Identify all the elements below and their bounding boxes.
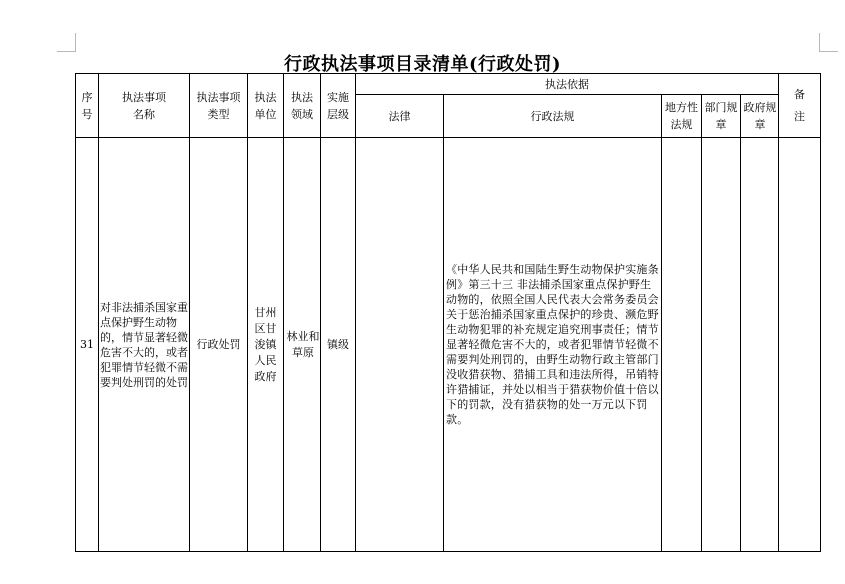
header-remark: 备注	[779, 74, 821, 138]
header-dept-rule: 部门规章	[702, 95, 741, 138]
cell-level: 镇级	[321, 138, 356, 552]
header-law: 法律	[356, 95, 444, 138]
header-unit: 执法单位	[248, 74, 284, 138]
header-item-name: 执法事项名称	[99, 74, 190, 138]
header-local-regulation: 地方性法规	[662, 95, 702, 138]
document-title: 行政执法事项目录清单(行政处罚)	[283, 54, 562, 75]
cell-local-regulation	[662, 138, 702, 552]
header-level: 实施层级	[321, 74, 356, 138]
header-item-type: 执法事项类型	[190, 74, 248, 138]
header-regulation: 行政法规	[444, 95, 662, 138]
header-gov-rule: 政府规章	[741, 95, 779, 138]
cell-regulation: 《中华人民共和国陆生野生动物保护实施条例》第三十三 非法捕杀国家重点保护野生动物的，依照全国人民代表大会常务委员会关于惩治捕杀国家重点保护的珍贵、濒危野生动物犯罪的补充规定追究刑事责任；情节显著轻微危害不大的，或者犯罪情节轻微不需要判处刑罚的，由野生动物行政主管部门没收猎获物、猎捕工具和违法所得，吊销特许猎捕证，并处以相当于猎获物价值十倍以下的罚款，没有猎获物的处一万元以下罚款。	[444, 138, 662, 552]
header-seq: 序号	[76, 74, 99, 138]
cell-dept-rule	[702, 138, 741, 552]
cell-unit: 甘州区甘浚镇人民政府	[248, 138, 284, 552]
header-field: 执法领域	[284, 74, 321, 138]
enforcement-items-table	[75, 73, 821, 552]
cell-field: 林业和草原	[284, 138, 321, 552]
cell-item-name: 对非法捕杀国家重点保护野生动物的，情节显著轻微危害不大的，或者犯罪情节轻微不需要判处刑罚的处罚	[99, 138, 190, 552]
cell-item-type: 行政处罚	[190, 138, 248, 552]
header-basis: 执法依据	[356, 74, 779, 95]
cell-law	[356, 138, 444, 552]
cell-seq: 31	[76, 138, 99, 552]
cell-gov-rule	[741, 138, 779, 552]
cell-remark	[779, 138, 821, 552]
table-row	[76, 138, 821, 552]
